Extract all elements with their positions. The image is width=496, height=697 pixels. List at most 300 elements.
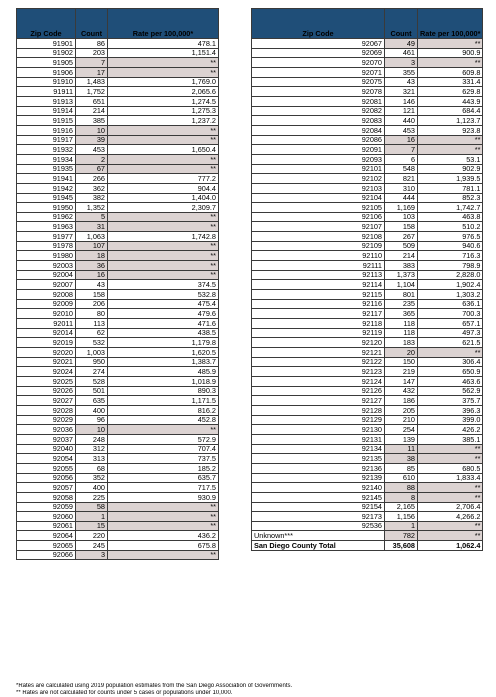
zip-code-cell: 92054 (17, 454, 76, 464)
rate-cell: 399.0 (418, 415, 483, 425)
rate-cell: 635.7 (108, 473, 219, 483)
table-row (17, 241, 219, 251)
zip-code-cell: 91914 (17, 106, 76, 116)
count-cell: 214 (76, 106, 108, 116)
footnotes (16, 683, 486, 697)
rate-cell: 852.3 (418, 193, 483, 203)
table-row (17, 135, 219, 145)
zip-code-cell: 92121 (252, 348, 385, 358)
rate-cell: 2,828.0 (418, 270, 483, 280)
rate-cell: 1,620.5 (108, 348, 219, 358)
zip-code-cell: 92010 (17, 309, 76, 319)
rate-cell: ** (108, 512, 219, 522)
count-cell: 635 (76, 396, 108, 406)
count-cell: 210 (385, 415, 418, 425)
zip-code-cell: 91932 (17, 145, 76, 155)
count-cell: 214 (385, 251, 418, 261)
zip-code-cell: 92027 (17, 396, 76, 406)
rate-cell: 1,833.4 (418, 473, 483, 483)
count-cell: 1 (76, 512, 108, 522)
zip-code-cell: 92127 (252, 396, 385, 406)
count-cell: 150 (385, 357, 418, 367)
count-cell: 49 (385, 39, 418, 49)
table-row (17, 58, 219, 68)
table-row (252, 39, 483, 49)
zip-code-cell: 92093 (252, 154, 385, 164)
table-row (252, 48, 483, 58)
count-cell: 7 (76, 58, 108, 68)
table-row (17, 154, 219, 164)
zip-code-cell: 92026 (17, 386, 76, 396)
zip-code-cell: 92069 (252, 48, 385, 58)
count-cell: 43 (76, 280, 108, 290)
table-row (17, 386, 219, 396)
count-cell: 1,483 (76, 77, 108, 87)
rate-cell: 471.6 (108, 319, 219, 329)
zip-code-cell: 92154 (252, 502, 385, 512)
zip-code-cell: 92009 (17, 299, 76, 309)
rate-cell: ** (108, 241, 219, 251)
rate-cell: 1,018.9 (108, 376, 219, 386)
count-cell: 158 (76, 290, 108, 300)
rate-header: Rate per 100,000* (108, 9, 219, 39)
table-row (252, 203, 483, 213)
rate-cell: 4,266.2 (418, 512, 483, 522)
count-cell: 383 (385, 261, 418, 271)
rate-cell: ** (108, 222, 219, 232)
table-row (17, 270, 219, 280)
count-cell: 235 (385, 299, 418, 309)
rate-cell: 675.8 (108, 541, 219, 551)
zip-code-cell: 92020 (17, 348, 76, 358)
header-row (17, 9, 219, 39)
count-cell: 158 (385, 222, 418, 232)
zip-code-cell: 92139 (252, 473, 385, 483)
zip-code-cell: 92081 (252, 96, 385, 106)
table-row (252, 396, 483, 406)
count-cell: 88 (385, 483, 418, 493)
rate-cell: 374.5 (108, 280, 219, 290)
table-row (252, 270, 483, 280)
table-row (252, 212, 483, 222)
rate-cell: ** (108, 261, 219, 271)
table-row (17, 251, 219, 261)
zip-code-cell: 92105 (252, 203, 385, 213)
table-row (252, 299, 483, 309)
unknown-row-count: 782 (385, 531, 418, 541)
rate-cell: 650.9 (418, 367, 483, 377)
zip-code-cell: 92061 (17, 521, 76, 531)
table-row (17, 531, 219, 541)
rate-cell: ** (108, 550, 219, 560)
count-cell: 321 (385, 87, 418, 97)
zip-code-cell: 92021 (17, 357, 76, 367)
count-cell: 313 (76, 454, 108, 464)
zip-code-cell: 92117 (252, 309, 385, 319)
count-cell: 362 (76, 183, 108, 193)
zip-code-cell: 92075 (252, 77, 385, 87)
count-cell: 365 (385, 309, 418, 319)
rate-cell: ** (418, 521, 483, 531)
zip-code-cell: 91905 (17, 58, 76, 68)
rate-cell: 890.3 (108, 386, 219, 396)
table-row (252, 290, 483, 300)
rate-cell: ** (418, 454, 483, 464)
zip-code-cell: 92109 (252, 241, 385, 251)
table-row (252, 96, 483, 106)
zip-code-cell: 92037 (17, 434, 76, 444)
table-row (17, 39, 219, 49)
count-cell: 67 (76, 164, 108, 174)
rate-cell: 463.6 (418, 376, 483, 386)
count-cell: 274 (76, 367, 108, 377)
rate-cell: 1,742.7 (418, 203, 483, 213)
table-row (252, 135, 483, 145)
count-cell: 146 (385, 96, 418, 106)
count-cell: 43 (385, 77, 418, 87)
rate-cell: 1,171.5 (108, 396, 219, 406)
table-row (17, 492, 219, 502)
rate-cell: 716.3 (418, 251, 483, 261)
table-row (252, 183, 483, 193)
count-cell: 17 (76, 67, 108, 77)
rate-cell: 1,650.4 (108, 145, 219, 155)
rate-cell: 375.7 (418, 396, 483, 406)
table-row (17, 299, 219, 309)
rate-cell: ** (418, 58, 483, 68)
zip-code-cell: 92003 (17, 261, 76, 271)
unknown-row-label: Unknown*** (252, 531, 385, 541)
table-row (252, 261, 483, 271)
zip-code-cell: 92140 (252, 483, 385, 493)
table-row (17, 444, 219, 454)
table-row (252, 434, 483, 444)
rate-cell: ** (418, 39, 483, 49)
count-cell: 58 (76, 502, 108, 512)
zip-code-cell: 92123 (252, 367, 385, 377)
header-row (252, 9, 483, 39)
rate-header: Rate per 100,000* (418, 9, 483, 39)
zip-code-cell: 92071 (252, 67, 385, 77)
table-row (17, 502, 219, 512)
table-row (252, 367, 483, 377)
count-cell: 400 (76, 405, 108, 415)
table-row (17, 376, 219, 386)
count-cell: 245 (76, 541, 108, 551)
table-row (252, 444, 483, 454)
count-cell: 1,104 (385, 280, 418, 290)
rate-cell: 478.1 (108, 39, 219, 49)
zip-code-cell: 92135 (252, 454, 385, 464)
rate-cell: 798.9 (418, 261, 483, 271)
count-cell: 267 (385, 232, 418, 242)
zip-code-cell: 92057 (17, 483, 76, 493)
count-header: Count (76, 9, 108, 39)
zip-code-cell: 91941 (17, 174, 76, 184)
count-cell: 219 (385, 367, 418, 377)
zip-code-cell: 92058 (17, 492, 76, 502)
table-row (252, 348, 483, 358)
table-row (17, 212, 219, 222)
table-row (17, 454, 219, 464)
zip-code-cell: 92082 (252, 106, 385, 116)
rate-cell: 438.5 (108, 328, 219, 338)
table-row (17, 521, 219, 531)
rate-cell: ** (108, 58, 219, 68)
table-row (17, 319, 219, 329)
rate-cell: 684.4 (418, 106, 483, 116)
table-row (252, 125, 483, 135)
count-cell: 205 (385, 405, 418, 415)
count-cell: 31 (76, 222, 108, 232)
rate-cell: 717.5 (108, 483, 219, 493)
total-row-rate: 1,062.4 (418, 541, 483, 551)
table-row (17, 77, 219, 87)
rate-cell: 485.9 (108, 367, 219, 377)
table-row (17, 164, 219, 174)
count-cell: 1,752 (76, 87, 108, 97)
zip-code-cell: 91916 (17, 125, 76, 135)
table-row (17, 183, 219, 193)
zip-code-header: Zip Code (17, 9, 76, 39)
count-cell: 16 (385, 135, 418, 145)
table-row (17, 483, 219, 493)
count-cell: 96 (76, 415, 108, 425)
zip-code-cell: 92131 (252, 434, 385, 444)
table-row (17, 550, 219, 560)
zip-code-cell: 92103 (252, 183, 385, 193)
table-row (17, 48, 219, 58)
count-cell: 1,352 (76, 203, 108, 213)
count-cell: 312 (76, 444, 108, 454)
zip-code-cell: 92004 (17, 270, 76, 280)
zip-code-cell: 92120 (252, 338, 385, 348)
zip-code-cell: 92019 (17, 338, 76, 348)
rate-cell: 436.2 (108, 531, 219, 541)
rate-cell: 902.9 (418, 164, 483, 174)
rate-cell: 2,065.6 (108, 87, 219, 97)
count-cell: 548 (385, 164, 418, 174)
rate-cell: 452.8 (108, 415, 219, 425)
count-cell: 16 (76, 270, 108, 280)
count-cell: 610 (385, 473, 418, 483)
count-cell: 821 (385, 174, 418, 184)
count-cell: 10 (76, 125, 108, 135)
rate-cell: 185.2 (108, 463, 219, 473)
count-cell: 147 (385, 376, 418, 386)
table-row (252, 154, 483, 164)
table-row (17, 280, 219, 290)
zip-code-cell: 92055 (17, 463, 76, 473)
rate-cell: 657.1 (418, 319, 483, 329)
zip-code-cell: 92114 (252, 280, 385, 290)
table-row (17, 174, 219, 184)
count-cell: 501 (76, 386, 108, 396)
count-cell: 651 (76, 96, 108, 106)
table-row (252, 251, 483, 261)
rate-cell: 475.4 (108, 299, 219, 309)
zip-code-cell: 92122 (252, 357, 385, 367)
zip-code-cell: 92119 (252, 328, 385, 338)
count-cell: 10 (76, 425, 108, 435)
count-cell: 2,165 (385, 502, 418, 512)
table-row (252, 106, 483, 116)
count-cell: 107 (76, 241, 108, 251)
table-row (17, 348, 219, 358)
count-cell: 20 (385, 348, 418, 358)
zip-code-cell: 92067 (252, 39, 385, 49)
rate-cell: 572.9 (108, 434, 219, 444)
table-row (17, 405, 219, 415)
table-row (17, 145, 219, 155)
rate-cell: 900.9 (418, 48, 483, 58)
count-cell: 139 (385, 434, 418, 444)
count-cell: 801 (385, 290, 418, 300)
count-cell: 15 (76, 521, 108, 531)
count-cell: 225 (76, 492, 108, 502)
table-row (17, 203, 219, 213)
rate-cell: 1,303.2 (418, 290, 483, 300)
zip-code-cell: 92111 (252, 261, 385, 271)
count-cell: 950 (76, 357, 108, 367)
rate-cell: 1,179.8 (108, 338, 219, 348)
zip-code-cell: 92064 (17, 531, 76, 541)
count-cell: 440 (385, 116, 418, 126)
count-cell: 121 (385, 106, 418, 116)
count-cell: 86 (76, 39, 108, 49)
table-row (17, 290, 219, 300)
zip-code-cell: 92536 (252, 521, 385, 531)
count-cell: 1 (385, 521, 418, 531)
rate-cell: 1,769.0 (108, 77, 219, 87)
zip-code-cell: 92126 (252, 386, 385, 396)
zip-code-cell: 92011 (17, 319, 76, 329)
count-cell: 453 (385, 125, 418, 135)
count-cell: 18 (76, 251, 108, 261)
zip-code-cell: 92107 (252, 222, 385, 232)
zip-code-cell: 91980 (17, 251, 76, 261)
zip-code-cell: 92124 (252, 376, 385, 386)
rate-cell: 777.2 (108, 174, 219, 184)
rate-cell: 426.2 (418, 425, 483, 435)
table-row (252, 338, 483, 348)
rate-cell: 940.6 (418, 241, 483, 251)
rate-cell: ** (108, 502, 219, 512)
count-cell: 509 (385, 241, 418, 251)
zip-code-cell: 92059 (17, 502, 76, 512)
rate-cell: ** (108, 154, 219, 164)
rate-cell: 629.8 (418, 87, 483, 97)
zip-code-cell: 92145 (252, 492, 385, 502)
table-row (252, 77, 483, 87)
rate-cell: 976.5 (418, 232, 483, 242)
count-cell: 220 (76, 531, 108, 541)
zip-code-cell: 92070 (252, 58, 385, 68)
rate-cell: 1,237.2 (108, 116, 219, 126)
table-row (252, 415, 483, 425)
zip-code-cell: 92036 (17, 425, 76, 435)
table-row (17, 193, 219, 203)
zip-code-cell: 92066 (17, 550, 76, 560)
count-header: Count (385, 9, 418, 39)
table-row (252, 145, 483, 155)
count-cell: 7 (385, 145, 418, 155)
count-cell: 352 (76, 473, 108, 483)
zip-code-cell: 92118 (252, 319, 385, 329)
table-row (252, 405, 483, 415)
zip-code-cell: 91950 (17, 203, 76, 213)
rate-cell: 1,123.7 (418, 116, 483, 126)
count-cell: 203 (76, 48, 108, 58)
zip-code-cell: 92136 (252, 463, 385, 473)
total-row (252, 541, 483, 551)
table-row (252, 463, 483, 473)
table-row (252, 376, 483, 386)
footnote-rates-suppressed: ** Rates are not calculated for counts under 5 cases or populations under 10,000. (16, 690, 233, 696)
zip-code-cell: 91934 (17, 154, 76, 164)
rate-cell: 816.2 (108, 405, 219, 415)
zip-code-cell: 92040 (17, 444, 76, 454)
zip-code-cell: 92007 (17, 280, 76, 290)
table-row (252, 87, 483, 97)
count-cell: 186 (385, 396, 418, 406)
total-row-count: 35,608 (385, 541, 418, 551)
zip-code-header: Zip Code (252, 9, 385, 39)
rate-cell: 1,383.7 (108, 357, 219, 367)
count-cell: 2 (76, 154, 108, 164)
rate-cell: ** (418, 135, 483, 145)
table-row (252, 164, 483, 174)
rate-cell: 306.4 (418, 357, 483, 367)
table-row (252, 116, 483, 126)
table-row (17, 309, 219, 319)
table-row (252, 67, 483, 77)
zip-code-cell: 91977 (17, 232, 76, 242)
count-cell: 62 (76, 328, 108, 338)
rate-cell: 497.3 (418, 328, 483, 338)
table-row (17, 106, 219, 116)
total-row-label: San Diego County Total (252, 541, 385, 551)
zip-code-cell: 92129 (252, 415, 385, 425)
count-cell: 532 (76, 338, 108, 348)
zip-code-cell: 91945 (17, 193, 76, 203)
count-cell: 118 (385, 328, 418, 338)
rate-cell: 2,706.4 (418, 502, 483, 512)
rate-cell: ** (108, 251, 219, 261)
count-cell: 453 (76, 145, 108, 155)
rate-cell: 1,151.4 (108, 48, 219, 58)
zip-code-cell: 92014 (17, 328, 76, 338)
table-row (17, 328, 219, 338)
zip-code-cell: 91911 (17, 87, 76, 97)
count-cell: 85 (385, 463, 418, 473)
unknown-row-rate: ** (418, 531, 483, 541)
count-cell: 5 (76, 212, 108, 222)
rate-cell: ** (418, 348, 483, 358)
rate-cell: ** (108, 270, 219, 280)
rate-cell: ** (418, 492, 483, 502)
rate-cell: 2,309.7 (108, 203, 219, 213)
count-cell: 385 (76, 116, 108, 126)
count-cell: 1,003 (76, 348, 108, 358)
table-row (252, 222, 483, 232)
count-cell: 68 (76, 463, 108, 473)
zip-code-cell: 92130 (252, 425, 385, 435)
table-row (252, 58, 483, 68)
footnote-rates-source: *Rates are calculated using 2019 population estimates from the San Diego Association of Governments. (16, 683, 293, 689)
rate-cell: 479.6 (108, 309, 219, 319)
rate-cell: 737.5 (108, 454, 219, 464)
